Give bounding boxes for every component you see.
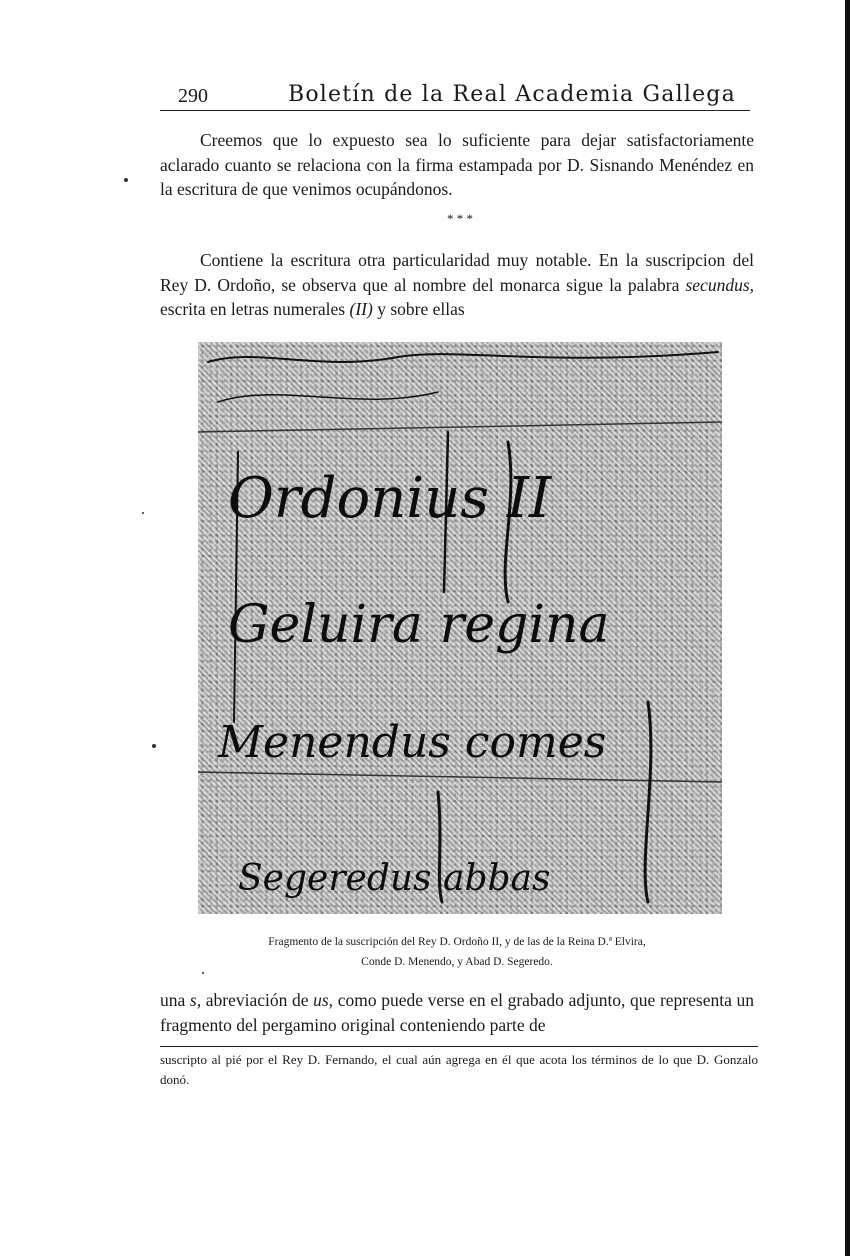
paragraph-3-emphasis: us, xyxy=(313,990,334,1010)
paragraph-2 xyxy=(160,248,754,322)
paragraph-2-text: escrita en letras numerales xyxy=(160,299,350,319)
manuscript-line: Segeredus abbas xyxy=(238,858,551,899)
page-header xyxy=(160,80,750,111)
paragraph-2-text: Contiene la escritura otra particularidad muy notable. En la suscripcion del Rey D. Ordoño, se observa que al nombre del monarca sigue la palabra xyxy=(160,250,754,295)
running-title: Boletín de la Real Academia Gallega xyxy=(288,82,736,107)
paragraph-2-emphasis: (II) xyxy=(349,299,373,319)
figure-caption-line-1: Fragmento de la suscripción del Rey D. Ordoño II, y de las de la Reina D.ª Elvira, xyxy=(268,936,646,948)
figure-caption-line-2: Conde D. Menendo, y Abad D. Segeredo. xyxy=(361,956,553,968)
footnote: suscripto al pié por el Rey D. Fernando, el cual aún agrega en él que acota los términos de lo que D. Gonzalo donó. xyxy=(160,1052,758,1087)
asterism-icon: * * * xyxy=(447,211,473,226)
manuscript-script-illustration xyxy=(198,342,722,914)
manuscript-line: Geluira regina xyxy=(228,595,610,655)
manuscript-line: Menendus comes xyxy=(218,717,607,768)
paragraph-2-emphasis: secundus, xyxy=(685,274,754,295)
paragraph-3-text: como puede verse en el grabado adjunto, que representa un fragmento del pergamino original conteniendo parte de xyxy=(160,990,754,1035)
paragraph-3-text: abreviación de xyxy=(201,990,314,1010)
footnote-divider xyxy=(160,1046,758,1047)
paragraph-3-text: una xyxy=(160,990,190,1010)
paragraph-3 xyxy=(160,988,754,1037)
paragraph-1 xyxy=(160,128,754,202)
manuscript-engraving xyxy=(198,342,722,914)
section-break xyxy=(440,211,480,226)
paragraph-3-emphasis: s, xyxy=(189,990,202,1010)
paragraph-1-text: Creemos que lo expuesto sea lo suficiente para dejar satisfactoriamente aclarado cuanto se relaciona con la firma estampada por D. Sisnando Menéndez en la escritura de que venimos ocupándonos. xyxy=(160,130,754,199)
paragraph-2-text: y sobre ellas xyxy=(372,299,465,319)
page-number: 290 xyxy=(178,85,208,107)
manuscript-line: Ordonius II xyxy=(228,466,552,531)
scan-edge xyxy=(845,0,850,1256)
